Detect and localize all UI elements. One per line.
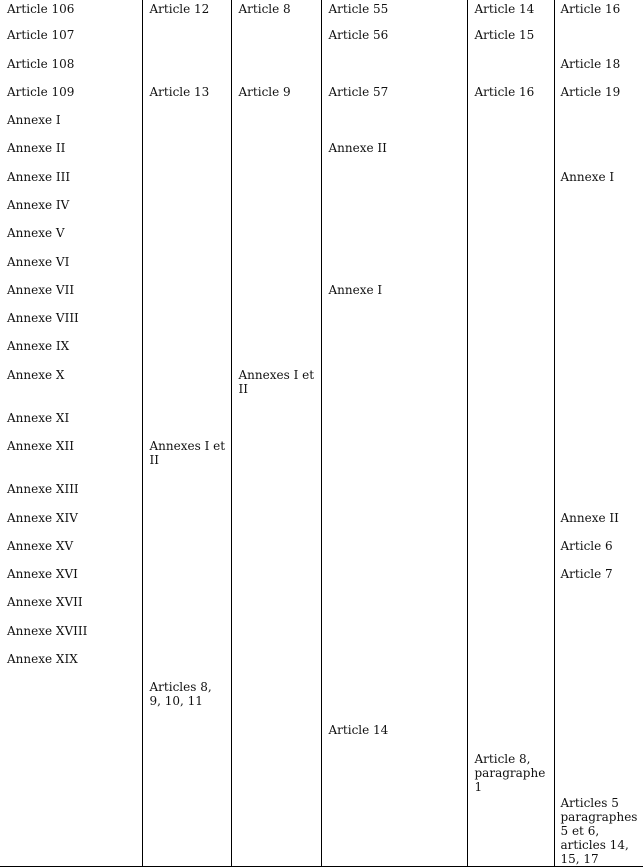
table-row bbox=[0, 139, 643, 168]
table-cell-col-5-ref bbox=[467, 253, 554, 281]
table-cell-col-2-ref bbox=[142, 55, 231, 83]
table-cell-source-article: Annexe IV bbox=[0, 196, 142, 224]
table-cell-source-article: Annexe XVII bbox=[0, 593, 142, 622]
table-row bbox=[0, 168, 643, 196]
table-cell-col-6-ref bbox=[554, 281, 643, 309]
table-cell-source-article bbox=[0, 678, 142, 721]
table-cell-col-2-ref bbox=[142, 409, 231, 437]
table-cell-col-5-ref bbox=[467, 537, 554, 565]
table-cell-col-6-ref bbox=[554, 366, 643, 409]
table-cell-col-4-ref bbox=[321, 509, 467, 537]
table-cell-col-2-ref bbox=[142, 565, 231, 593]
table-cell-col-4-ref: Article 56 bbox=[321, 26, 467, 55]
table-cell-col-5-ref bbox=[467, 593, 554, 622]
table-cell-col-5-ref bbox=[467, 794, 554, 867]
table-cell-col-6-ref: Article 19 bbox=[554, 83, 643, 111]
table-cell-col-2-ref bbox=[142, 224, 231, 253]
table-cell-col-3-ref bbox=[231, 650, 321, 678]
table-cell-col-6-ref: Article 6 bbox=[554, 537, 643, 565]
table-cell-col-3-ref bbox=[231, 678, 321, 721]
table-cell-col-3-ref bbox=[231, 509, 321, 537]
table-cell-col-4-ref bbox=[321, 750, 467, 794]
table-cell-col-4-ref: Article 57 bbox=[321, 83, 467, 111]
table-cell-source-article: Annexe XV bbox=[0, 537, 142, 565]
table-cell-source-article bbox=[0, 750, 142, 794]
table-cell-col-5-ref: Article 14 bbox=[467, 0, 554, 26]
table-cell-col-6-ref: Article 16 bbox=[554, 0, 643, 26]
table-cell-col-6-ref bbox=[554, 139, 643, 168]
table-cell-col-2-ref bbox=[142, 139, 231, 168]
table-cell-col-6-ref bbox=[554, 337, 643, 366]
table-row bbox=[0, 0, 643, 26]
table-cell-col-4-ref bbox=[321, 480, 467, 509]
table-cell-col-5-ref bbox=[467, 678, 554, 721]
table-cell-col-5-ref bbox=[467, 409, 554, 437]
table-cell-col-5-ref bbox=[467, 281, 554, 309]
table-cell-col-2-ref bbox=[142, 480, 231, 509]
table-cell-col-6-ref bbox=[554, 593, 643, 622]
table-cell-col-2-ref: Article 13 bbox=[142, 83, 231, 111]
table-cell-col-6-ref bbox=[554, 678, 643, 721]
table-cell-col-3-ref bbox=[231, 480, 321, 509]
table-cell-col-2-ref bbox=[142, 26, 231, 55]
table-cell-col-4-ref bbox=[321, 253, 467, 281]
table-cell-col-4-ref: Article 55 bbox=[321, 0, 467, 26]
table-cell-col-5-ref bbox=[467, 337, 554, 366]
table-cell-col-4-ref bbox=[321, 537, 467, 565]
table-cell-col-2-ref bbox=[142, 253, 231, 281]
table-cell-col-3-ref bbox=[231, 253, 321, 281]
table-cell-col-2-ref bbox=[142, 309, 231, 337]
table-cell-col-2-ref: Annexes I et II bbox=[142, 437, 231, 480]
table-cell-source-article: Annexe XIV bbox=[0, 509, 142, 537]
table-cell-source-article: Annexe XIX bbox=[0, 650, 142, 678]
table-cell-col-6-ref: Annexe II bbox=[554, 509, 643, 537]
table-cell-col-4-ref bbox=[321, 337, 467, 366]
table-cell-col-5-ref bbox=[467, 650, 554, 678]
table-row bbox=[0, 55, 643, 83]
table-cell-source-article: Annexe X bbox=[0, 366, 142, 409]
table-cell-col-2-ref bbox=[142, 794, 231, 867]
table-row bbox=[0, 565, 643, 593]
table-cell-col-2-ref bbox=[142, 509, 231, 537]
table-row bbox=[0, 678, 643, 721]
table-cell-col-2-ref bbox=[142, 366, 231, 409]
table-row bbox=[0, 111, 643, 139]
table-cell-col-6-ref bbox=[554, 409, 643, 437]
table-cell-col-3-ref: Annexes I et II bbox=[231, 366, 321, 409]
table-cell-col-5-ref bbox=[467, 721, 554, 750]
table-cell-col-2-ref bbox=[142, 650, 231, 678]
table-row bbox=[0, 224, 643, 253]
table-cell-col-3-ref bbox=[231, 437, 321, 480]
table-cell-col-4-ref bbox=[321, 168, 467, 196]
table-cell-col-2-ref bbox=[142, 750, 231, 794]
table-cell-col-5-ref: Article 8, paragraphe 1 bbox=[467, 750, 554, 794]
table-row bbox=[0, 750, 643, 794]
table-cell-source-article: Annexe XII bbox=[0, 437, 142, 480]
table-cell-col-6-ref: Articles 5 paragraphes 5 et 6, articles 14, 15, 17 bbox=[554, 794, 643, 867]
table-cell-col-4-ref bbox=[321, 196, 467, 224]
table-cell-col-5-ref bbox=[467, 196, 554, 224]
table-cell-source-article: Article 108 bbox=[0, 55, 142, 83]
table-cell-col-3-ref bbox=[231, 721, 321, 750]
table-cell-col-6-ref bbox=[554, 253, 643, 281]
table-cell-col-5-ref bbox=[467, 139, 554, 168]
table-row bbox=[0, 366, 643, 409]
table-cell-col-5-ref bbox=[467, 565, 554, 593]
table-cell-source-article: Annexe VI bbox=[0, 253, 142, 281]
table-cell-col-3-ref bbox=[231, 26, 321, 55]
table-cell-col-2-ref bbox=[142, 622, 231, 650]
table-cell-col-4-ref bbox=[321, 678, 467, 721]
table-cell-col-4-ref bbox=[321, 437, 467, 480]
table-cell-col-6-ref: Annexe I bbox=[554, 168, 643, 196]
table-cell-col-4-ref: Annexe I bbox=[321, 281, 467, 309]
table-cell-col-2-ref bbox=[142, 168, 231, 196]
table-cell-col-4-ref bbox=[321, 224, 467, 253]
table-cell-col-5-ref bbox=[467, 509, 554, 537]
table-cell-col-6-ref bbox=[554, 111, 643, 139]
table-row bbox=[0, 794, 643, 867]
table-cell-col-3-ref bbox=[231, 168, 321, 196]
table-row bbox=[0, 309, 643, 337]
table-cell-col-2-ref bbox=[142, 337, 231, 366]
table-cell-col-6-ref bbox=[554, 480, 643, 509]
table-cell-col-3-ref bbox=[231, 409, 321, 437]
table-cell-source-article bbox=[0, 794, 142, 867]
table-cell-col-4-ref bbox=[321, 55, 467, 83]
table-cell-col-3-ref bbox=[231, 750, 321, 794]
table-row bbox=[0, 509, 643, 537]
table-cell-col-6-ref bbox=[554, 750, 643, 794]
table-cell-col-6-ref bbox=[554, 224, 643, 253]
table-row bbox=[0, 409, 643, 437]
table-row bbox=[0, 437, 643, 480]
table-cell-col-5-ref bbox=[467, 55, 554, 83]
table-row bbox=[0, 337, 643, 366]
table-cell-col-6-ref bbox=[554, 437, 643, 480]
table-cell-col-3-ref bbox=[231, 622, 321, 650]
table-cell-col-5-ref bbox=[467, 480, 554, 509]
table-cell-source-article: Article 109 bbox=[0, 83, 142, 111]
table-cell-source-article: Annexe I bbox=[0, 111, 142, 139]
table-cell-source-article: Annexe VIII bbox=[0, 309, 142, 337]
table-cell-source-article: Annexe V bbox=[0, 224, 142, 253]
table-row bbox=[0, 83, 643, 111]
table-cell-col-4-ref bbox=[321, 565, 467, 593]
table-cell-col-4-ref bbox=[321, 593, 467, 622]
table-cell-col-6-ref bbox=[554, 26, 643, 55]
table-cell-source-article: Annexe XVI bbox=[0, 565, 142, 593]
table-cell-col-3-ref bbox=[231, 224, 321, 253]
table-cell-col-5-ref bbox=[467, 622, 554, 650]
table-cell-col-4-ref bbox=[321, 794, 467, 867]
table-cell-col-5-ref bbox=[467, 111, 554, 139]
table-cell-col-2-ref bbox=[142, 111, 231, 139]
table-cell-source-article: Annexe VII bbox=[0, 281, 142, 309]
table-cell-source-article: Annexe IX bbox=[0, 337, 142, 366]
table-cell-col-3-ref: Article 8 bbox=[231, 0, 321, 26]
table-cell-col-4-ref bbox=[321, 650, 467, 678]
table-cell-col-4-ref bbox=[321, 409, 467, 437]
table-cell-source-article: Article 107 bbox=[0, 26, 142, 55]
table-cell-col-3-ref bbox=[231, 309, 321, 337]
table-cell-col-3-ref bbox=[231, 111, 321, 139]
table-cell-col-5-ref: Article 16 bbox=[467, 83, 554, 111]
table-cell-col-2-ref bbox=[142, 196, 231, 224]
table-cell-col-3-ref bbox=[231, 593, 321, 622]
table-cell-col-6-ref bbox=[554, 622, 643, 650]
table-cell-col-2-ref bbox=[142, 281, 231, 309]
table-cell-col-3-ref bbox=[231, 565, 321, 593]
table-cell-col-3-ref bbox=[231, 139, 321, 168]
table-row bbox=[0, 622, 643, 650]
table-row bbox=[0, 537, 643, 565]
table-cell-col-4-ref: Annexe II bbox=[321, 139, 467, 168]
table-row bbox=[0, 196, 643, 224]
table-cell-col-3-ref bbox=[231, 55, 321, 83]
table-row bbox=[0, 253, 643, 281]
table-cell-col-5-ref bbox=[467, 224, 554, 253]
table-cell-col-3-ref: Article 9 bbox=[231, 83, 321, 111]
table-cell-col-6-ref: Article 7 bbox=[554, 565, 643, 593]
table-row bbox=[0, 721, 643, 750]
table-cell-col-2-ref bbox=[142, 537, 231, 565]
table-cell-source-article: Annexe XVIII bbox=[0, 622, 142, 650]
table-cell-col-3-ref bbox=[231, 196, 321, 224]
table-cell-col-3-ref bbox=[231, 337, 321, 366]
table-cell-col-2-ref: Article 12 bbox=[142, 0, 231, 26]
table-row bbox=[0, 593, 643, 622]
table-cell-col-3-ref bbox=[231, 281, 321, 309]
table-cell-col-4-ref bbox=[321, 366, 467, 409]
table-row bbox=[0, 26, 643, 55]
table-row bbox=[0, 480, 643, 509]
table-cell-col-5-ref bbox=[467, 437, 554, 480]
table-cell-col-6-ref bbox=[554, 721, 643, 750]
table-cell-col-5-ref bbox=[467, 309, 554, 337]
table-cell-col-6-ref: Article 18 bbox=[554, 55, 643, 83]
table-cell-col-4-ref bbox=[321, 111, 467, 139]
table-cell-col-2-ref bbox=[142, 593, 231, 622]
table-cell-source-article: Annexe II bbox=[0, 139, 142, 168]
table-cell-col-4-ref: Article 14 bbox=[321, 721, 467, 750]
table-cell-source-article: Annexe XIII bbox=[0, 480, 142, 509]
table-cell-col-5-ref bbox=[467, 366, 554, 409]
table-cell-col-6-ref bbox=[554, 196, 643, 224]
table-cell-source-article: Annexe III bbox=[0, 168, 142, 196]
table-cell-col-5-ref: Article 15 bbox=[467, 26, 554, 55]
table-cell-col-6-ref bbox=[554, 650, 643, 678]
table-row bbox=[0, 650, 643, 678]
table-row bbox=[0, 281, 643, 309]
table-cell-col-2-ref bbox=[142, 721, 231, 750]
table-cell-source-article: Article 106 bbox=[0, 0, 142, 26]
table-cell-source-article bbox=[0, 721, 142, 750]
table-cell-col-4-ref bbox=[321, 309, 467, 337]
table-cell-col-3-ref bbox=[231, 794, 321, 867]
table-cell-col-2-ref: Articles 8, 9, 10, 11 bbox=[142, 678, 231, 721]
table-cell-col-3-ref bbox=[231, 537, 321, 565]
table-cell-col-6-ref bbox=[554, 309, 643, 337]
table-cell-col-4-ref bbox=[321, 622, 467, 650]
table-cell-col-5-ref bbox=[467, 168, 554, 196]
table-cell-source-article: Annexe XI bbox=[0, 409, 142, 437]
